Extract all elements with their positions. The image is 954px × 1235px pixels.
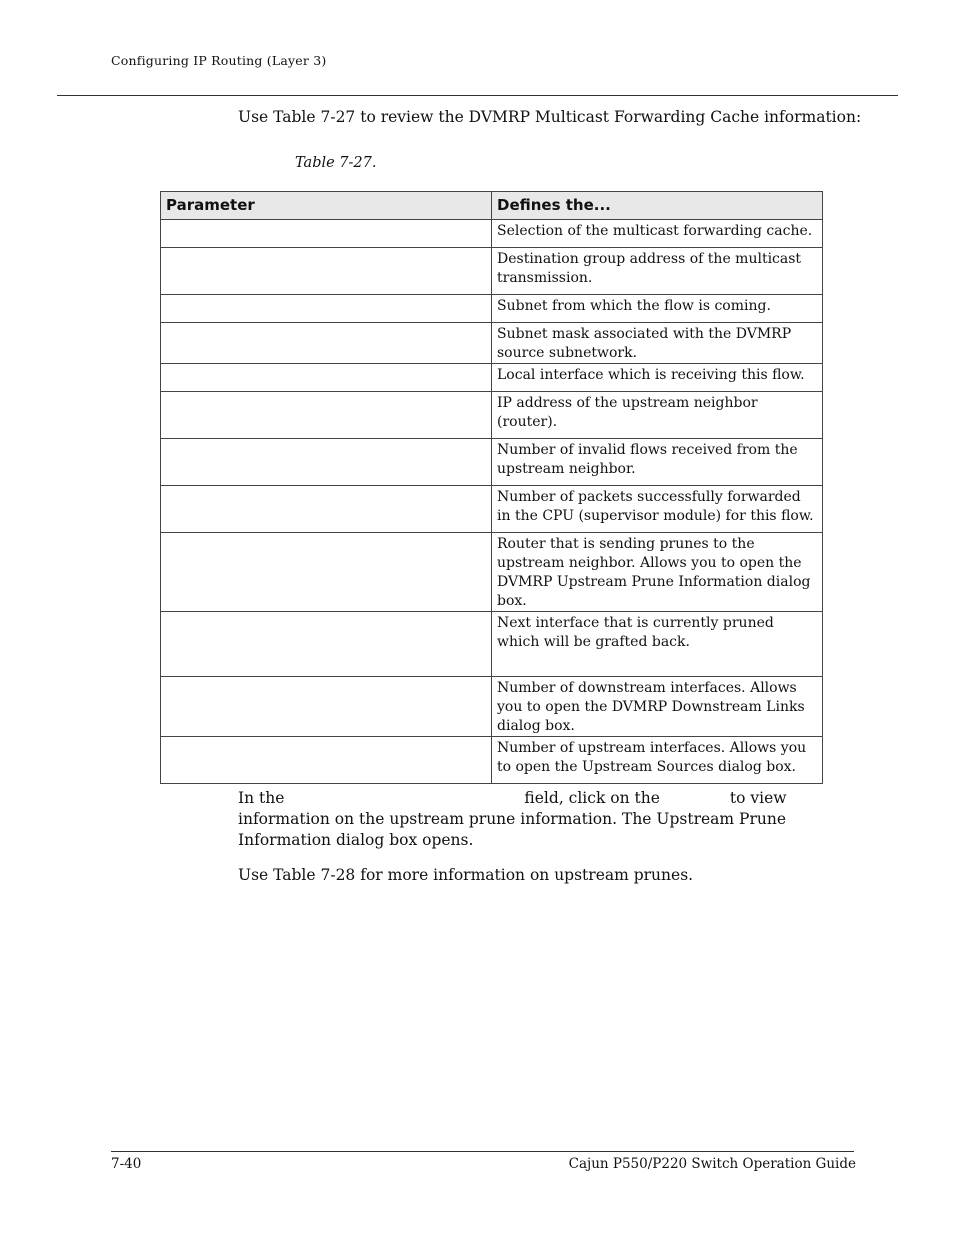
- parameter-table: [160, 191, 823, 784]
- table-row: [161, 295, 823, 323]
- definition-cell: Number of downstream interfaces. Allows you to open the DVMRP Downstream Links dialog box.: [492, 677, 823, 737]
- table-row: [161, 737, 823, 784]
- parameter-cell: [161, 486, 492, 533]
- defines-column-header: Defines the...: [492, 192, 823, 220]
- parameter-cell: [161, 612, 492, 677]
- table-row: [161, 612, 823, 677]
- definition-cell: Subnet mask associated with the DVMRP source subnetwork.: [492, 323, 823, 364]
- definition-cell: Number of packets successfully forwarded in the CPU (supervisor module) for this flow.: [492, 486, 823, 533]
- page-number: 7-40: [111, 1156, 142, 1172]
- table-caption: Table 7-27.: [295, 155, 377, 171]
- parameter-cell: [161, 392, 492, 439]
- parameter-cell: [161, 295, 492, 323]
- definition-cell: Local interface which is receiving this flow.: [492, 364, 823, 392]
- definition-cell: IP address of the upstream neighbor (router).: [492, 392, 823, 439]
- definition-cell: Router that is sending prunes to the upstream neighbor. Allows you to open the DVMRP Upstream Prune Information dialog box.: [492, 533, 823, 612]
- parameter-cell: [161, 737, 492, 784]
- parameter-cell: [161, 533, 492, 612]
- paragraph-text-2: field, click on the: [524, 789, 660, 807]
- table-row: [161, 533, 823, 612]
- table-row: [161, 220, 823, 248]
- running-header: Configuring IP Routing (Layer 3): [111, 53, 327, 68]
- parameter-cell: [161, 439, 492, 486]
- parameter-column-header: Parameter: [161, 192, 492, 220]
- definition-cell: Number of invalid flows received from the upstream neighbor.: [492, 439, 823, 486]
- definition-cell: Number of upstream interfaces. Allows you to open the Upstream Sources dialog box.: [492, 737, 823, 784]
- parameter-cell: [161, 364, 492, 392]
- parameter-cell: [161, 323, 492, 364]
- definition-cell: Next interface that is currently pruned which will be grafted back.: [492, 612, 823, 677]
- table-row: [161, 364, 823, 392]
- parameter-cell: [161, 220, 492, 248]
- intro-paragraph: Use Table 7-27 to review the DVMRP Multicast Forwarding Cache information:: [238, 108, 862, 126]
- guide-title: Cajun P550/P220 Switch Operation Guide: [568, 1156, 856, 1172]
- table-row: [161, 677, 823, 737]
- paragraph-text-3: to view information on the upstream prune information. The Upstream Prune Information dialog box opens.: [238, 789, 787, 849]
- reference-paragraph: Use Table 7-28 for more information on upstream prunes.: [238, 866, 694, 884]
- parameter-cell: [161, 248, 492, 295]
- definition-cell: Subnet from which the flow is coming.: [492, 295, 823, 323]
- table-row: [161, 486, 823, 533]
- table-row: [161, 323, 823, 364]
- header-rule: [57, 95, 898, 96]
- table-row: [161, 392, 823, 439]
- table-row: [161, 439, 823, 486]
- table-header-row: [161, 192, 823, 220]
- footer-rule: [111, 1151, 854, 1152]
- table-row: [161, 248, 823, 295]
- definition-cell: Selection of the multicast forwarding cache.: [492, 220, 823, 248]
- parameter-cell: [161, 677, 492, 737]
- definition-cell: Destination group address of the multicast transmission.: [492, 248, 823, 295]
- paragraph-text-1: In the: [238, 789, 285, 807]
- upstream-prune-paragraph: [238, 788, 870, 851]
